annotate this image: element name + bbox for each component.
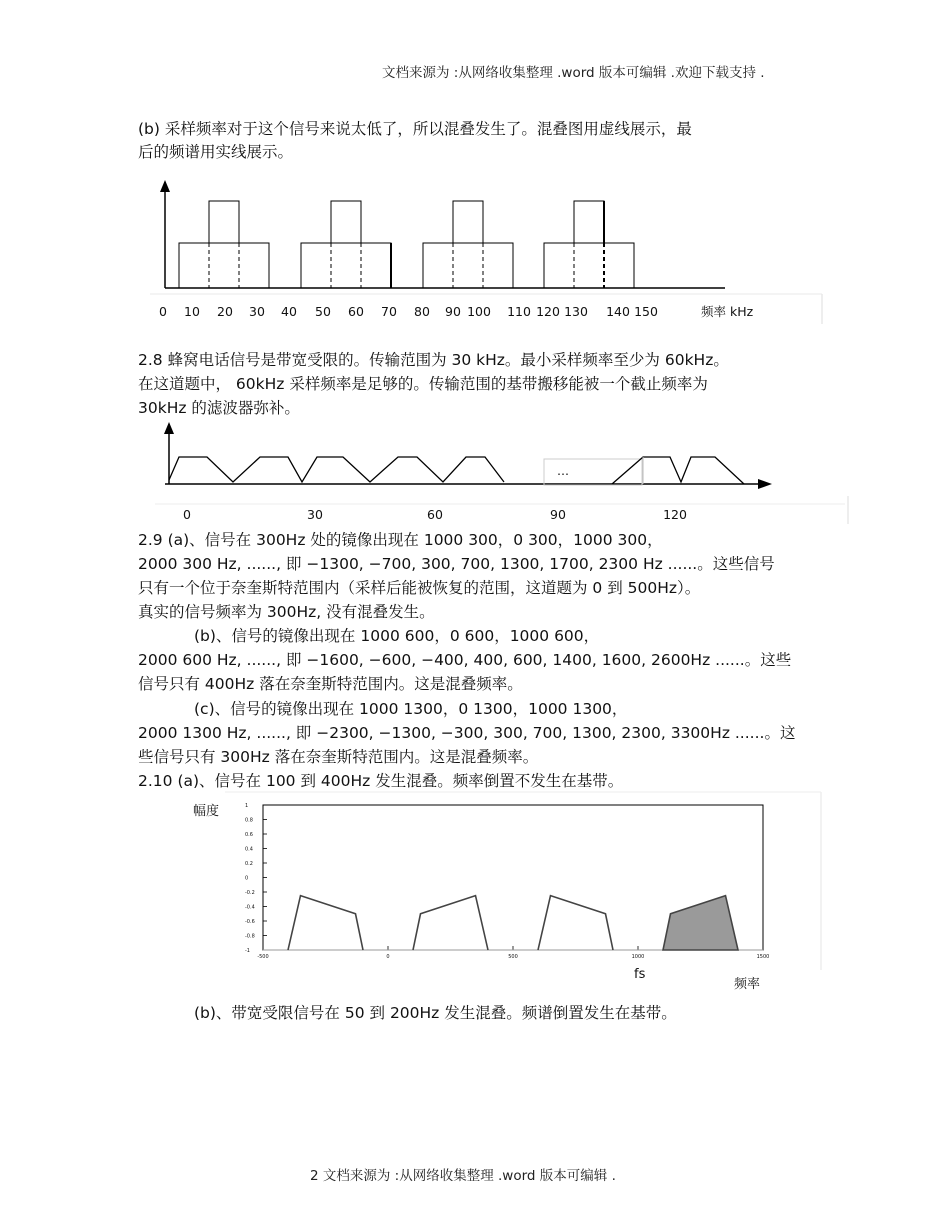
x-tick-label: 90 [445,304,461,319]
x-tick-label: 1500 [756,954,770,960]
y-tick-label: -0.6 [245,919,255,925]
spectrum-wide-rect [179,243,269,288]
x-tick-label: 90 [550,507,566,522]
x-axis-title: 频率 [734,977,761,992]
spectrum-trapezoids [169,457,504,482]
x-tick-label: 20 [217,304,233,319]
y-tick-label: 0 [245,875,249,882]
paragraph-line: 2.10 (a)、信号在 100 到 400Hz 发生混叠。频率倒置不发生在基带。 [138,772,624,790]
spectrum-trapezoids [612,457,744,484]
y-axis-arrow [160,180,170,192]
spectrum-series-1 [413,896,488,950]
x-tick-label: 150 [634,304,658,319]
x-tick-labels [183,507,687,522]
spectrum-narrow-rect [331,201,361,243]
y-tick-label: 0.4 [245,846,253,853]
x-tick-label: 120 [663,507,687,522]
spectrum-series-0 [288,896,363,950]
spectrum-wide-rect [544,243,634,288]
y-tick-label: -0.8 [245,933,255,940]
x-tick-label: 0 [159,304,167,319]
x-tick-label: 1000 [631,954,645,960]
y-tick-label: -0.4 [245,904,255,911]
x-tick-label: 70 [381,304,397,319]
x-tick-label: 500 [508,954,518,960]
x-tick-label: 10 [184,304,200,319]
spectrum-wide-rect [301,243,391,288]
x-tick-label: 130 [564,304,588,319]
x-tick-label: 100 [467,304,491,319]
aliasing-spectrum-figure [150,178,830,328]
x-tick-label: 60 [427,507,443,522]
paragraph-line: 2000 1300 Hz, ......, 即 −2300, −1300, −300, 300, 700, 1300, 2300, 3300Hz ......。这 [138,724,796,742]
y-tick-label: -1 [245,948,250,954]
x-axis-arrow [758,479,772,489]
x-tick-label: 140 [606,304,630,319]
x-tick-label: 60 [348,304,364,319]
y-axis-title: 幅度 [193,804,220,819]
x-tick-label: 30 [307,507,323,522]
y-tick-label: 0.8 [245,817,253,824]
x-tick-label: 80 [414,304,430,319]
paragraph-line: 信号只有 400Hz 落在奈奎斯特范围内。这是混叠频率。 [138,675,523,693]
paragraph-line: 2000 300 Hz, ......, 即 −1300, −700, 300, 700, 1300, 1700, 2300 Hz ......。这些信号 [138,555,775,573]
spectrum-series-2 [538,896,613,950]
y-axis-arrow [164,422,174,434]
paragraph-line: 只有一个位于奈奎斯特范围内（采样后能被恢复的范围，这道题为 0 到 500Hz）。 [138,579,701,597]
y-tick-label: -0.2 [245,890,255,896]
x-tick-label: 0 [386,954,390,960]
spectrum-narrow-rect [453,201,483,243]
x-tick-labels [159,304,754,319]
page-footer: 2 文档来源为 :从网络收集整理 .word 版本可编辑 . [310,1168,616,1184]
paragraph-line: 在这道题中， 60kHz 采样频率是足够的。传输范围的基带搬移能被一个截止频率为 [138,375,708,393]
x-tick-label: 30 [249,304,265,319]
x-tick-label: 50 [315,304,331,319]
x-tick-label: 0 [183,507,191,522]
paragraph-line: 真实的信号频率为 300Hz, 没有混叠发生。 [138,603,435,621]
paragraph-line: 后的频谱用实线展示。 [138,143,294,161]
spectrum-series-3 [663,896,738,950]
paragraph-line: (b)、信号的镜像出现在 1000 600，0 600，1000 600， [194,627,600,645]
paragraph-line: 30kHz 的滤波器弥补。 [138,399,300,417]
x-tick-label: 40 [281,304,297,319]
paragraph-line: (c)、信号的镜像出现在 1000 1300，0 1300，1000 1300， [194,700,628,718]
aliasing-amplitude-chart [185,788,825,998]
spectrum-narrow-rect [209,201,239,243]
paragraph-line: (b)、带宽受限信号在 50 到 200Hz 发生混叠。频谱倒置发生在基带。 [194,1004,677,1022]
y-tick-label: 1 [245,803,249,809]
paragraph-line: 2000 600 Hz, ......, 即 −1600, −600, −400, 400, 600, 1400, 1600, 2600Hz ......。这些 [138,651,792,669]
y-tick-label: 0.6 [245,832,253,838]
x-tick-label: -500 [257,954,269,960]
baseband-shift-figure [155,420,855,525]
spectrum-narrow-rect [574,201,604,243]
page-header: 文档来源为 :从网络收集整理 .word 版本可编辑 .欢迎下载支持 . [382,65,765,81]
spectrum-wide-rect [423,243,513,288]
x-tick-label: 120 [536,304,560,319]
y-tick-label: 0.2 [245,861,253,867]
ellipsis: … [557,464,569,478]
fs-label: fs [634,967,646,982]
paragraph-line: 2.9 (a)、信号在 300Hz 处的镜像出现在 1000 300，0 300，1000 300， [138,531,663,549]
paragraph-line: 2.8 蜂窝电话信号是带宽受限的。传输范围为 30 kHz。最小采样频率至少为 60kHz。 [138,351,729,369]
x-axis-label: 频率 kHz [701,304,754,319]
paragraph-line: 些信号只有 300Hz 落在奈奎斯特范围内。这是混叠频率。 [138,748,539,766]
x-tick-label: 110 [507,304,531,319]
paragraph-line: (b) 采样频率对于这个信号来说太低了，所以混叠发生了。混叠图用虚线展示，最 [138,120,692,138]
